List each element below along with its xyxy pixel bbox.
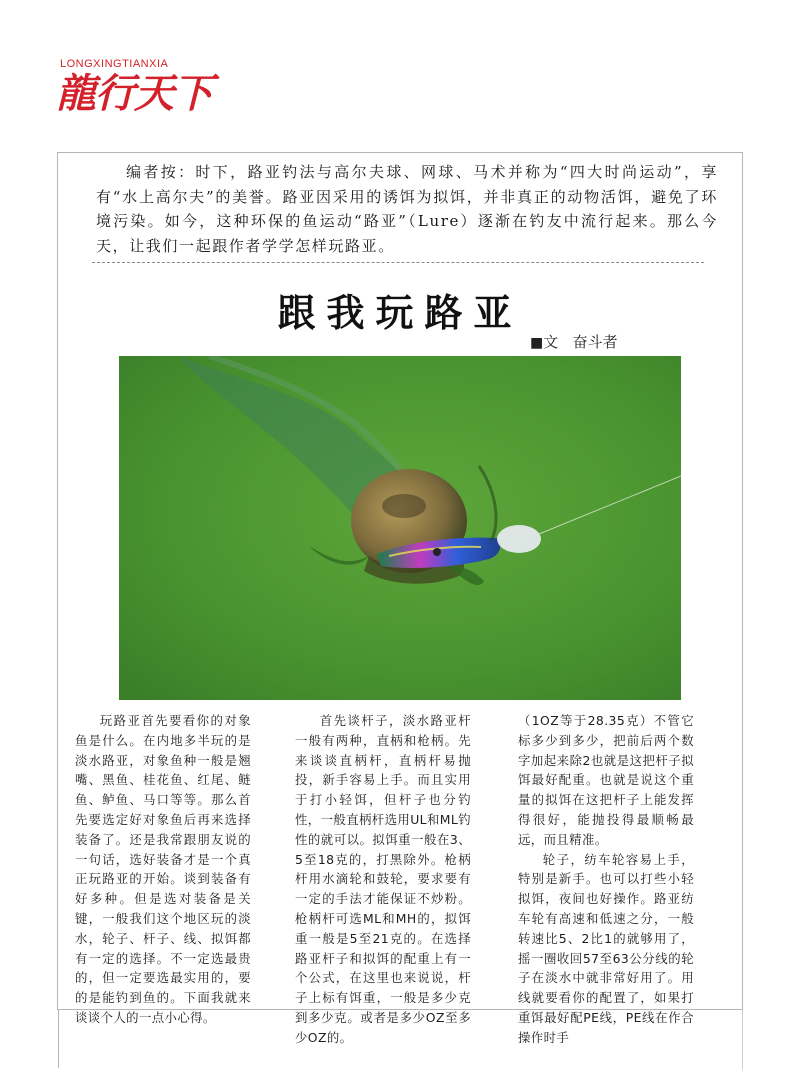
paragraph: 玩路亚首先要看你的对象鱼是什么。在内地多半玩的是淡水路亚，对象鱼种一般是翘嘴、黑鱼、桂花鱼、红尾、鲢鱼、鲈鱼、马口等等。那么首先要选定好对象鱼后再来选择装备了。还是我常跟朋友说的一句话，选好装备才是一个真正玩路亚的开始。谈到装备有好多种。但是选对装备是关键，一般我们这个地区玩的淡水，轮子、杆子、线、拟饵都有一定的选择。不一定选最贵的，但一定要选最实用的，要的是能钓到鱼的。下面我就来谈谈个人的一点小心得。	[75, 713, 251, 1025]
editor-note: 编者按：时下，路亚钓法与高尔夫球、网球、马术并称为“四大时尚运动”，享有“水上高尔夫”的美誉。路亚因采用的诱饵为拟饵，并非真正的动物活饵，避免了环境污染。如今，这种环保的鱼运动“路亚”（Lure）逐渐在钓友中流行起来。那么今天，让我们一起跟作者学学怎样玩路亚。	[96, 163, 718, 255]
fish-lure-image	[119, 356, 681, 700]
paragraph: 首先谈杆子，淡水路亚杆一般有两种，直柄和枪柄。先来谈谈直柄杆，直柄杆易抛投，新手容易上手。而且实用于打小轻饵，但杆子也分钓性，一般直柄杆选用UL和ML钓性的就可以。拟饵重一般在3、5至18克的，打黑除外。枪柄杆用水滴轮和鼓轮，要求要有一定的手法才能保证不炒粉。枪柄杆可选ML和MH的，拟饵重一般是5至21克的。在选择路亚杆子和拟饵的配重上有一个公式，在这里也来说说，杆子上标有饵重，一般是多少克到多少克。或者是多少OZ至多少OZ的。	[295, 713, 471, 1045]
frame-corner-decoration	[38, 1010, 59, 1068]
byline	[530, 331, 618, 352]
article-title: 跟我玩路亚	[277, 291, 523, 335]
lure-lip	[497, 525, 541, 553]
lure-eye	[433, 548, 441, 556]
masthead-title: 龍行天下	[56, 70, 212, 117]
text-column-1	[75, 711, 251, 1028]
text-column-3	[518, 711, 694, 1048]
dashed-divider	[92, 262, 704, 263]
paragraph: 轮子，纺车轮容易上手，特别是新手。也可以打些小轻拟饵，夜间也好操作。路亚纺车轮有高速和低速之分，一般转速比5、2比1的就够用了，摇一圈收回57至63公分线的轮子在淡水中就非常好用了。用线就要看你的配置了，如果打重饵最好配PE线，PE线在作合操作时手	[518, 851, 694, 1045]
frame-edge-decoration	[742, 1010, 743, 1070]
fish-head-pattern	[382, 494, 426, 518]
fish-photo	[119, 356, 681, 700]
byline-label: 文	[543, 333, 559, 351]
text-column-2	[295, 711, 471, 1048]
byline-author: 奋斗者	[572, 333, 618, 351]
paragraph: （1OZ等于28.35克）不管它标多少到多少，把前后两个数字加起来除2也就是这把杆子拟饵最好配重。也就是说这个重量的拟饵在这把杆子上能发挥得很好，能抛投得最顺畅最远，而且精准。	[518, 713, 694, 847]
byline-square-icon: ■	[530, 335, 544, 351]
masthead-pinyin: LONGXINGTIANXIA	[60, 58, 169, 70]
